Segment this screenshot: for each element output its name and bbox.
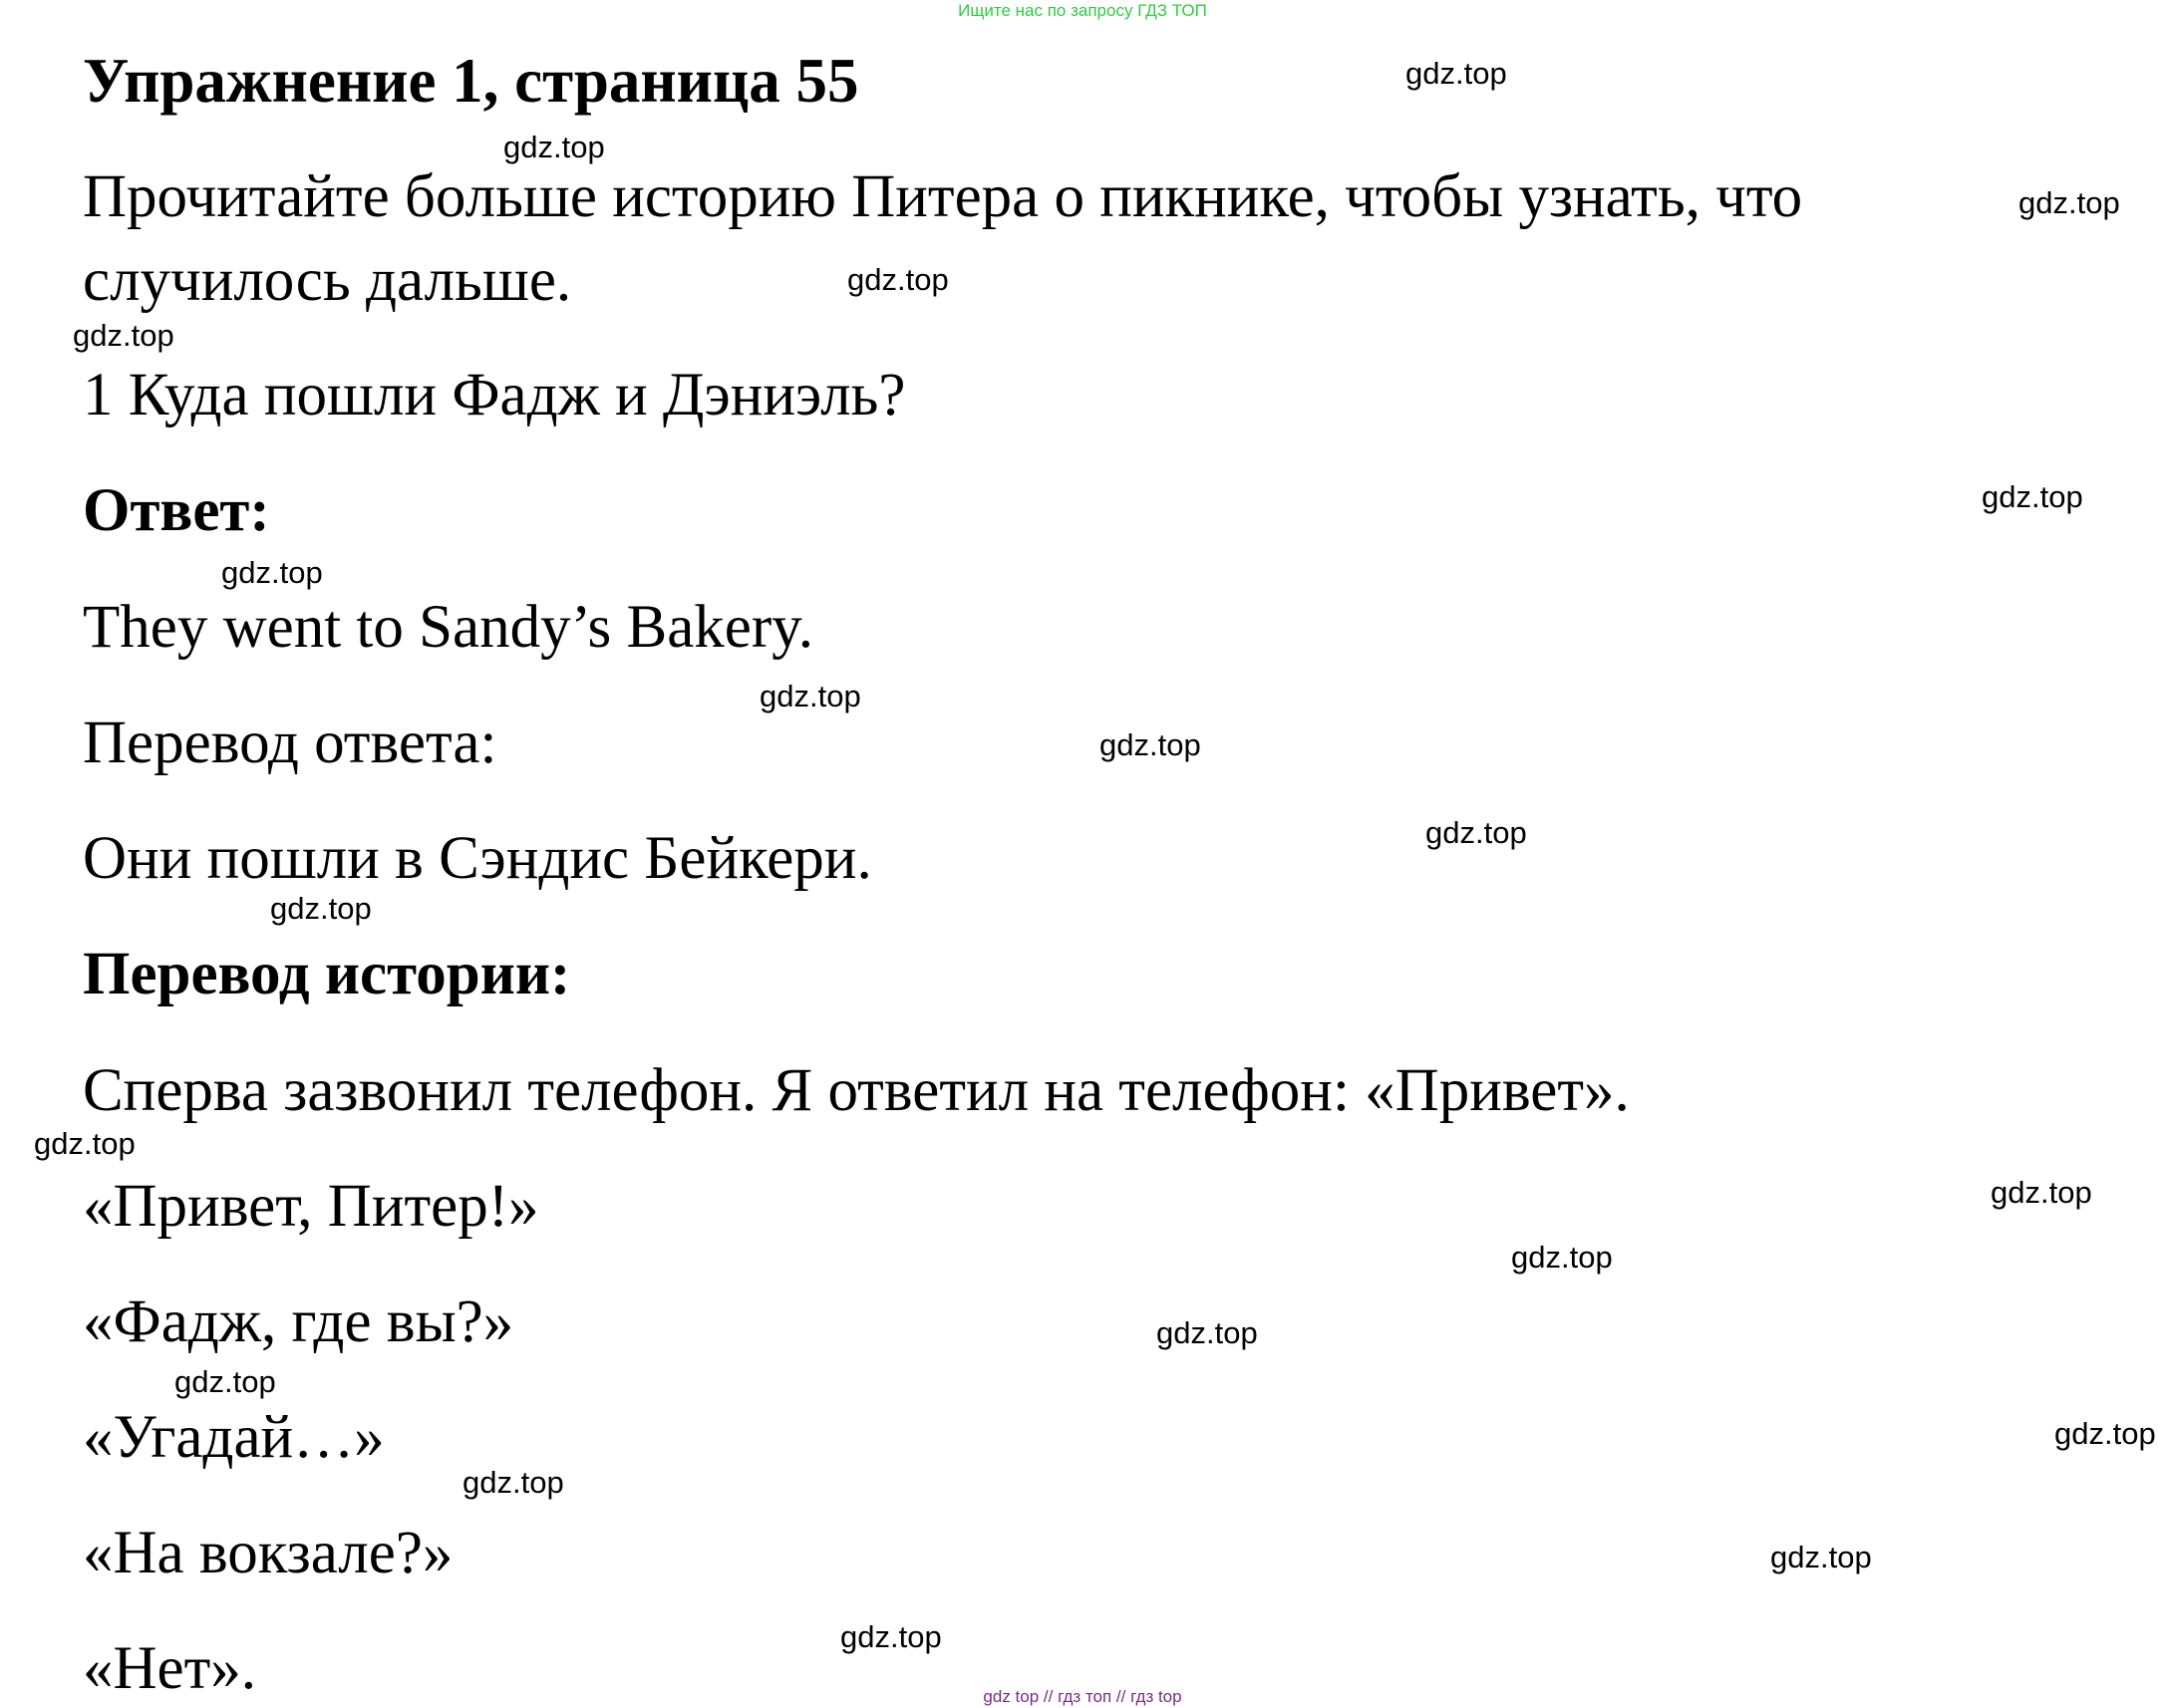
- watermark: gdz.top: [1156, 1315, 1258, 1350]
- watermark: gdz.top: [1511, 1240, 1613, 1275]
- story-line: «Привет, Питер!»: [83, 1173, 539, 1240]
- watermark: gdz.top: [1099, 727, 1201, 762]
- bottom-banner[interactable]: gdz top // гдз топ // гдз top: [983, 1687, 1182, 1706]
- watermark: gdz.top: [463, 1465, 564, 1500]
- watermark: gdz.top: [34, 1126, 136, 1161]
- watermark: gdz.top: [1405, 56, 1507, 91]
- watermark: gdz.top: [270, 891, 372, 926]
- translation-heading: Перевод ответа:: [83, 710, 497, 776]
- instruction-line-1: Прочитайте больше историю Питера о пикнике, чтобы узнать, что: [83, 163, 1803, 230]
- watermark: gdz.top: [2018, 185, 2120, 220]
- watermark: gdz.top: [1991, 1175, 2092, 1210]
- story-line: «Угадай…»: [83, 1404, 385, 1471]
- answer-text: They went to Sandy’s Bakery.: [83, 594, 813, 661]
- watermark: gdz.top: [503, 130, 605, 164]
- story-line: «На вокзале?»: [83, 1520, 454, 1586]
- watermark: gdz.top: [1982, 479, 2083, 514]
- watermark: gdz.top: [847, 262, 949, 297]
- watermark: gdz.top: [1425, 815, 1527, 850]
- watermark: gdz.top: [840, 1619, 942, 1654]
- watermark: gdz.top: [1770, 1540, 1872, 1574]
- top-banner[interactable]: Ищите нас по запросу ГДЗ ТОП: [958, 1, 1207, 20]
- story-line: «Нет».: [83, 1635, 257, 1702]
- story-line: Сперва зазвонил телефон. Я ответил на телефон: «Привет».: [83, 1057, 1630, 1124]
- watermark: gdz.top: [174, 1364, 276, 1399]
- watermark: gdz.top: [760, 679, 861, 713]
- translation-text: Они пошли в Сэндис Бейкери.: [83, 825, 872, 892]
- answer-heading: Ответ:: [83, 477, 270, 544]
- instruction-line-2: случилось дальше.: [83, 247, 572, 314]
- page-title: Упражнение 1, страница 55: [83, 46, 859, 116]
- watermark: gdz.top: [221, 555, 323, 590]
- watermark: gdz.top: [73, 318, 174, 353]
- story-heading: Перевод истории:: [83, 941, 571, 1007]
- question-text: 1 Куда пошли Фадж и Дэниэль?: [83, 362, 906, 428]
- story-line: «Фадж, где вы?»: [83, 1288, 514, 1355]
- watermark: gdz.top: [2054, 1416, 2156, 1451]
